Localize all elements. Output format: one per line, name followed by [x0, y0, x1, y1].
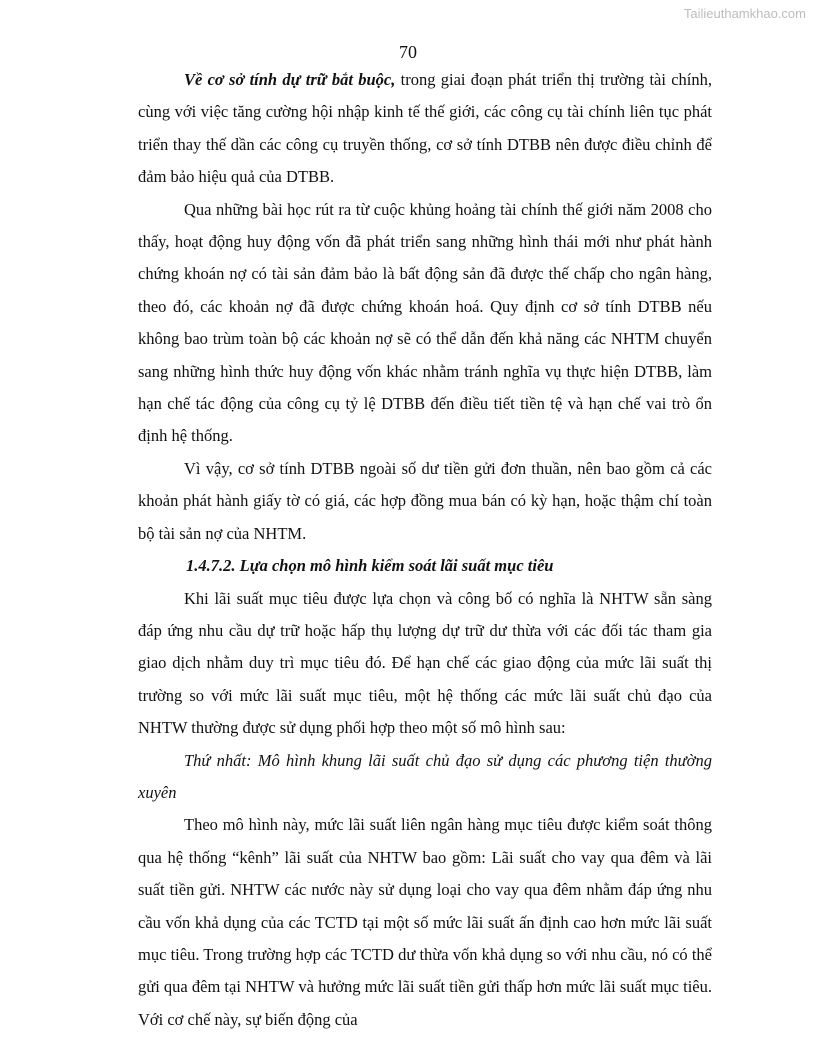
paragraph-lead: Về cơ sở tính dự trữ bắt buộc, [184, 70, 396, 89]
paragraph-crisis-lessons: Qua những bài học rút ra từ cuộc khủng hoảng tài chính thế giới năm 2008 cho thấy, hoạt động huy động vốn đã phát triển sang những hình thái mới như phát hành chứng khoán nợ có tài sản đảm bảo là bất động sản đã được thế chấp cho ngân hàng, theo đó, các khoản nợ đã được chứng khoán hoá. Quy định cơ sở tính DTBB nếu không bao trùm toàn bộ các khoản nợ sẽ có thể dẫn đến khả năng các NHTM chuyển sang những hình thức huy động vốn khác nhằm tránh nghĩa vụ thực hiện DTBB, làm hạn chế tác động của công cụ tỷ lệ DTBB đến điều tiết tiền tệ và hạn chế vai trò ổn định hệ thống. [138, 199, 712, 446]
paragraph-conclusion: Vì vậy, cơ sở tính DTBB ngoài số dư tiền gửi đơn thuần, nên bao gồm cả các khoản phát hành giấy tờ có giá, các hợp đồng mua bán có kỳ hạn, hoặc thậm chí toàn bộ tài sản nợ của NHTM. [138, 458, 712, 543]
paragraph-target-rate: Khi lãi suất mục tiêu được lựa chọn và công bố có nghĩa là NHTW sẵn sàng đáp ứng nhu cầu dự trữ hoặc hấp thụ lượng dự trữ dư thừa với các đối tác tham gia giao dịch nhằm duy trì mục tiêu đó. Để hạn chế các giao động của mức lãi suất thị trường so với mức lãi suất mục tiêu, một hệ thống các mức lãi suất chủ đạo của NHTW thường được sử dụng phối hợp theo một số mô hình sau: [138, 588, 712, 738]
paragraph-reserve-base [138, 64, 712, 194]
paragraph-text: trong giai đoạn phát triển thị trường tài chính, cùng với việc tăng cường hội nhập kinh tế thế giới, các công cụ tài chính liên tục phát triển thay thế dần các công cụ truyền thống, cơ sở tính DTBB nên được điều chỉnh để đảm bảo hiệu quả của DTBB. [138, 70, 712, 187]
page-number: 70 [399, 42, 417, 62]
paragraph-corridor-model: Theo mô hình này, mức lãi suất liên ngân hàng mục tiêu được kiểm soát thông qua hệ thống “kênh” lãi suất của NHTW bao gồm: Lãi suất cho vay qua đêm và lãi suất tiền gửi. NHTW các nước này sử dụng loại cho vay qua đêm nhằm đáp ứng nhu cầu vốn khả dụng của các TCTD tại một số mức lãi suất ấn định cao hơn mức lãi suất mục tiêu. Trong trường hợp các TCTD dư thừa vốn khả dụng so với nhu cầu, nó có thể gửi qua đêm tại NHTW và hưởng mức lãi suất tiền gửi thấp hơn mức lãi suất mục tiêu. Với cơ chế này, sự biến động của [138, 815, 712, 1029]
section-heading: 1.4.7.2. Lựa chọn mô hình kiểm soát lãi suất mục tiêu [186, 556, 554, 576]
subheading-model-one: Thứ nhất: Mô hình khung lãi suất chủ đạo sử dụng các phương tiện thường xuyên [138, 750, 712, 802]
watermark: Tailieuthamkhao.com [683, 6, 806, 21]
document-body [138, 64, 712, 1036]
